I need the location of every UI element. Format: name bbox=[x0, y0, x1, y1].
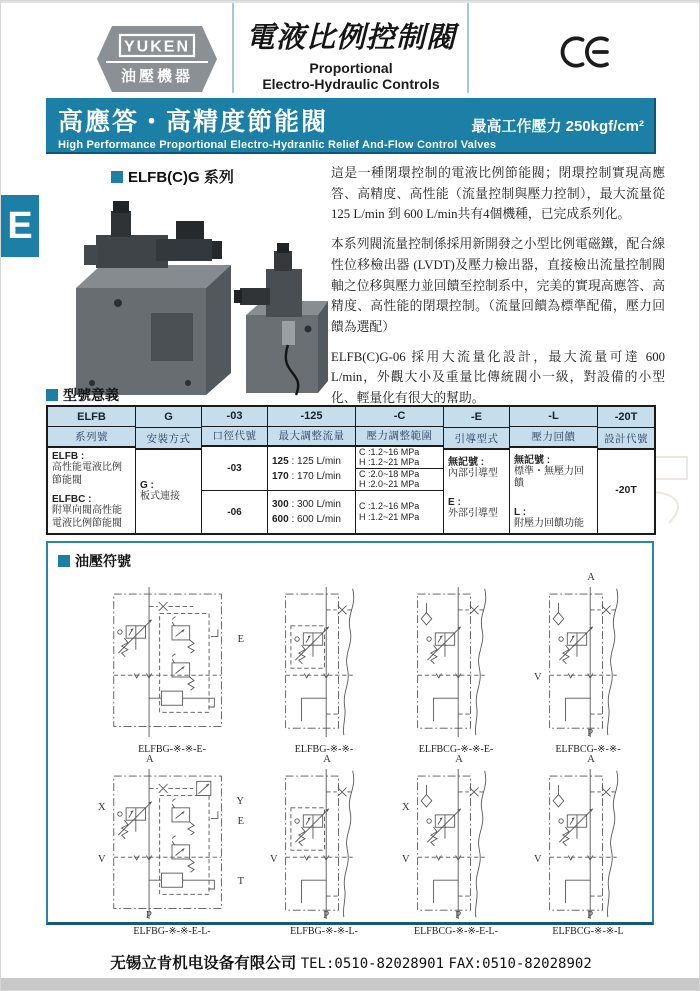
ce-mark-label bbox=[1, 3, 2, 4]
table-col-pilot bbox=[444, 407, 510, 533]
page-header bbox=[1, 1, 700, 98]
pilot-key-e: E : bbox=[448, 496, 461, 508]
header-divider-left bbox=[232, 3, 234, 93]
model-heading-text: 型號意義 bbox=[63, 387, 119, 403]
description-paragraph-3: ELFB(C)G-06 採用大流量化設計，最大流量可達 600 L/min，外觀大小及重量比傳統閥小一級，對設備的小型化、輕量化有很大的幫助。 bbox=[331, 349, 665, 406]
logo-subtitle-text: 油壓機器 bbox=[120, 68, 194, 85]
yuken-logo bbox=[96, 25, 218, 93]
symbol-diagram-grid bbox=[98, 573, 646, 937]
hydraulic-circuit-diagram bbox=[282, 769, 366, 919]
hydraulic-circuit-diagram bbox=[414, 587, 498, 737]
pressure-range: C :2.0~18 MPa bbox=[359, 468, 420, 479]
product-photos bbox=[56, 193, 328, 401]
port-label-left: V bbox=[534, 854, 542, 865]
col-header: 口徑代號 bbox=[202, 427, 267, 448]
col-code: ELFB bbox=[48, 407, 135, 427]
port-label-left: V bbox=[98, 854, 106, 865]
hydraulic-circuit-diagram bbox=[546, 769, 630, 919]
series-key-elfbc: ELFBC : bbox=[52, 494, 92, 505]
flow-value: : 300 L/min bbox=[288, 499, 341, 510]
flow-value: : 170 L/min bbox=[288, 470, 341, 482]
page-title-en-1: Proportional bbox=[309, 60, 393, 76]
series-section bbox=[1, 161, 700, 406]
flow-code: 600 bbox=[272, 514, 289, 525]
series-desc-elfb: 高性能電液比例節能閥 bbox=[52, 462, 122, 486]
port-label-left: V bbox=[402, 854, 410, 865]
table-col-flow bbox=[268, 407, 356, 533]
pressure-range: H :1.2~21 MPa bbox=[359, 456, 420, 467]
diagram-caption: ELFBG-※-※-E-L- bbox=[133, 926, 211, 937]
diagram-caption: ELFBCG-※-※- bbox=[555, 744, 621, 755]
description-paragraph-1: 這是一種閉環控制的電液比例節能閥；閉環控制實現高應答、高精度、高性能（流量控制與壓力控制），最大流量從125 L/min 到 600 L/min共有4個機種，已完成系列化。 bbox=[331, 166, 665, 222]
section-bullet-icon bbox=[46, 389, 58, 401]
page-footer bbox=[1, 951, 700, 973]
series-heading bbox=[111, 166, 234, 187]
col-header: 設計代號 bbox=[598, 428, 654, 450]
diagram-row bbox=[98, 573, 646, 755]
col-code: -L bbox=[510, 407, 597, 427]
feedback-key-none: 無記號 : bbox=[514, 454, 551, 466]
section-bullet-icon bbox=[111, 171, 123, 183]
diagram-cell bbox=[402, 573, 508, 755]
model-section-heading bbox=[46, 385, 119, 405]
port-label-top: A bbox=[587, 572, 595, 583]
port-label-top: A bbox=[587, 754, 595, 765]
series-desc-elfbc: 附單向閥高性能電液比例節能閥 bbox=[52, 505, 122, 529]
feedback-value-std: 標準・無壓力回饋 bbox=[514, 465, 584, 489]
mounting-key: G : bbox=[140, 479, 154, 491]
diagram-cell bbox=[402, 755, 508, 937]
diagram-caption: ELFBCG-※-※-L bbox=[552, 926, 624, 937]
pressure-range: H :2.0~21 MPa bbox=[359, 478, 420, 489]
table-col-size bbox=[202, 407, 268, 533]
table-col-feedback bbox=[510, 407, 598, 533]
feedback-value-l: 附壓力回饋功能 bbox=[514, 517, 584, 529]
symbols-heading bbox=[58, 551, 131, 571]
footer-telephone: TEL:0510-82028901 bbox=[300, 956, 444, 972]
col-header: 系列號 bbox=[48, 427, 135, 448]
table-col-mounting bbox=[136, 407, 202, 533]
index-tab-e bbox=[1, 195, 39, 257]
port-label-bottom: P bbox=[587, 910, 594, 921]
mounting-value: 板式連接 bbox=[140, 490, 180, 502]
diagram-caption: ELFBG-※-※-E- bbox=[138, 744, 206, 755]
hydraulic-circuit-diagram bbox=[414, 769, 498, 919]
size-03: -03 bbox=[227, 463, 242, 474]
port-label-top: A bbox=[323, 754, 331, 765]
col-code: G bbox=[136, 407, 201, 428]
hydraulic-circuit-diagram bbox=[110, 769, 234, 919]
diagram-cell bbox=[270, 755, 376, 937]
bottom-strip bbox=[1, 978, 700, 990]
pilot-key-none: 無記號 : bbox=[448, 457, 485, 468]
page-title-en-2: Electro-Hydraulic Controls bbox=[262, 76, 440, 93]
diagram-caption: ELFBCG-※-※-E- bbox=[418, 744, 494, 755]
port-label-left: X bbox=[402, 802, 410, 813]
hydraulic-circuit-diagram bbox=[110, 587, 234, 737]
symbols-heading-text: 油壓符號 bbox=[75, 553, 131, 569]
diagram-caption: ELFBG-※-※-L- bbox=[290, 926, 358, 937]
hydraulic-circuit-diagram bbox=[546, 587, 630, 737]
header-divider-right bbox=[467, 3, 469, 93]
section-bullet-icon bbox=[58, 555, 70, 567]
banner-subtitle-en: High Performance Proportional Electro-Hydranlic Relief And-Flow Control Valves bbox=[58, 139, 497, 151]
diagram-caption: ELFBG-※-※- bbox=[294, 744, 354, 755]
port-label-bottom: P bbox=[145, 910, 152, 921]
col-code: -E bbox=[444, 407, 509, 428]
pressure-range: H :1.2~21 MPa bbox=[359, 512, 420, 522]
col-code: -20T bbox=[598, 407, 654, 428]
port-label-right: Y bbox=[236, 796, 244, 807]
flow-code: 300 bbox=[272, 499, 289, 510]
footer-company: 无锡立肯机电设备有限公司 bbox=[110, 955, 297, 972]
port-label-left: V bbox=[270, 854, 278, 865]
series-description bbox=[331, 163, 665, 418]
col-header: 最大調整流量 bbox=[268, 427, 355, 448]
diagram-cell bbox=[98, 573, 244, 755]
port-label-left: V bbox=[534, 672, 542, 683]
col-header: 壓力回饋 bbox=[510, 427, 597, 448]
port-label-right: E bbox=[237, 816, 244, 827]
port-label-right: T bbox=[237, 876, 244, 887]
pressure-range: C :1.2~16 MPa bbox=[359, 501, 420, 512]
design-number: -20T bbox=[615, 484, 637, 496]
pressure-range: C :1.2~16 MPa bbox=[359, 446, 420, 457]
port-label-top: A bbox=[145, 754, 154, 765]
pilot-value-internal: 內部引導型 bbox=[448, 468, 498, 479]
hydraulic-symbols-box bbox=[46, 541, 654, 937]
hydraulic-circuit-diagram bbox=[282, 587, 366, 737]
diagram-caption: ELFBCG-※-※-E-L- bbox=[414, 926, 498, 937]
banner-title: 高應答・高精度節能閥 bbox=[58, 108, 329, 136]
size-06: -06 bbox=[227, 506, 242, 518]
port-label-right: E bbox=[237, 634, 244, 645]
diagram-cell bbox=[534, 573, 640, 755]
diagram-cell bbox=[98, 755, 244, 937]
description-paragraph-2: 本系列閥流量控制係採用新開發之小型比例電磁鐵，配合線性位移檢出器 (LVDT)及壓力檢出器，直接檢出流量控制閥軸之位移與壓力並回饋至控制系中，完美的實現高應答、高精度、高性能的閉環控制。（流量回饋為標準配備，壓力回饋為選配） bbox=[331, 237, 665, 335]
pilot-value-external: 外部引導型 bbox=[448, 507, 498, 519]
flow-value: : 600 L/min bbox=[288, 514, 341, 525]
table-col-series bbox=[48, 407, 136, 533]
col-code: -03 bbox=[202, 407, 267, 427]
logo-brand-text: YUKEN bbox=[123, 38, 191, 56]
port-label-bottom: P bbox=[587, 728, 594, 739]
col-code: -125 bbox=[268, 407, 355, 427]
col-header: 安裝方式 bbox=[136, 428, 201, 450]
port-label-left: X bbox=[98, 802, 106, 813]
col-header: 引導型式 bbox=[444, 428, 509, 450]
col-code: -C bbox=[356, 407, 443, 427]
flow-value: : 125 L/min bbox=[288, 455, 341, 467]
col-header: 壓力調整範圍 bbox=[356, 427, 443, 448]
series-heading-text: ELFB(C)G 系列 bbox=[128, 169, 234, 186]
table-col-pressure bbox=[356, 407, 444, 533]
model-code-table bbox=[46, 405, 656, 535]
ce-mark-icon bbox=[549, 31, 613, 73]
page-title: 電液比例控制閥 bbox=[245, 22, 456, 54]
diagram-row bbox=[98, 755, 646, 937]
diagram-cell bbox=[534, 755, 640, 937]
series-key-elfb: ELFB : bbox=[52, 451, 85, 462]
section-banner bbox=[46, 98, 656, 154]
product-photo-left bbox=[76, 201, 231, 395]
banner-max-pressure: 最高工作壓力 250kgf/cm² bbox=[471, 118, 644, 135]
index-tab-letter: E bbox=[7, 204, 33, 247]
flow-code: 170 bbox=[272, 470, 289, 482]
flow-code: 125 bbox=[272, 455, 289, 467]
port-label-bottom: P bbox=[323, 910, 330, 921]
port-label-top: A bbox=[455, 754, 463, 765]
port-label-bottom: P bbox=[455, 910, 462, 921]
table-col-design bbox=[598, 407, 654, 533]
diagram-cell bbox=[270, 573, 376, 755]
footer-fax: FAX:0510-82028902 bbox=[448, 956, 592, 972]
product-photo-right bbox=[234, 243, 328, 395]
feedback-key-l: L : bbox=[514, 506, 527, 518]
